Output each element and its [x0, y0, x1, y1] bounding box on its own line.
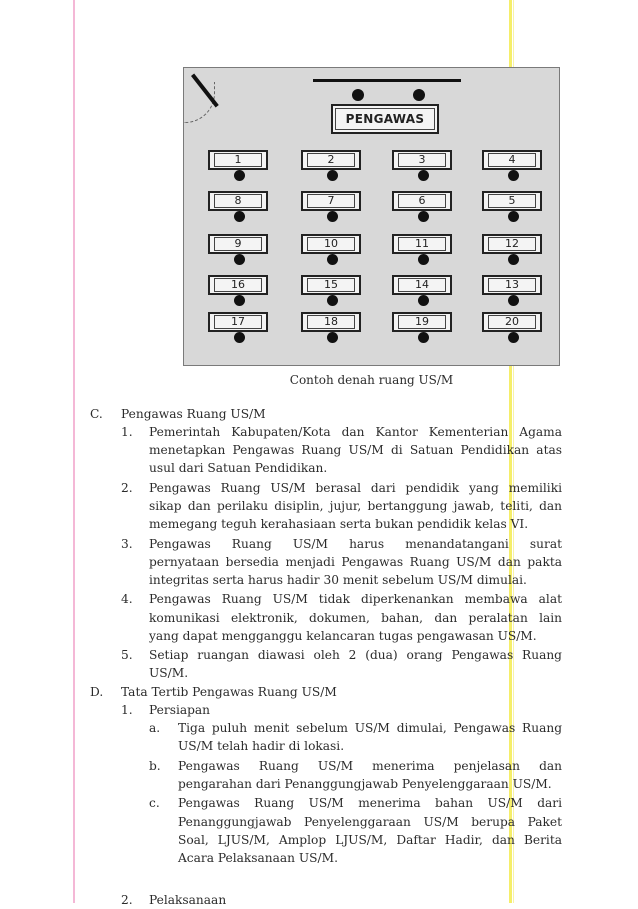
list-item-line: integritas serta harus hadir 30 menit sebelum US/M dimulai.	[149, 572, 527, 587]
desk	[482, 191, 542, 211]
student-seat	[234, 211, 245, 222]
desk-number: 17	[214, 315, 262, 329]
list-item-line: US/M telah hadir di lokasi.	[178, 739, 345, 754]
list-item-number: 4.	[121, 592, 133, 607]
desk-number: 8	[214, 194, 262, 208]
desk-number: 13	[488, 278, 536, 292]
list-item-line: Acara Pelaksanaan US/M.	[178, 850, 338, 865]
student-seat	[508, 254, 519, 265]
desk-number: 14	[398, 278, 446, 292]
section-d-title: Tata Tertib Pengawas Ruang US/M	[121, 685, 337, 699]
student-seat	[508, 332, 519, 343]
list-item-line: Pengawas Ruang US/M menerima bahan US/M dari	[178, 796, 562, 811]
desk	[208, 275, 268, 295]
student-seat	[327, 254, 338, 265]
desk	[482, 234, 542, 254]
desk	[301, 234, 361, 254]
list-item-number: 2.	[121, 480, 133, 495]
desk	[392, 150, 452, 170]
desk-number: 12	[488, 237, 536, 251]
list-item-line: Pengawas Ruang US/M harus menandatangani surat	[149, 536, 562, 551]
student-seat	[508, 295, 519, 306]
desk	[301, 150, 361, 170]
supervisor-seat	[413, 89, 425, 101]
desk-number: 10	[307, 237, 355, 251]
desk	[482, 150, 542, 170]
plan-caption: Contoh denah ruang US/M	[289, 373, 454, 387]
student-seat	[234, 295, 245, 306]
desk-number: 16	[214, 278, 262, 292]
desk-number: 19	[398, 315, 446, 329]
desk	[392, 191, 452, 211]
list-item-line: Pengawas Ruang US/M berasal dari pendidik yang memiliki	[149, 480, 562, 495]
list-item-line: yang dapat mengganggu kelancaran tugas pengawasan US/M.	[149, 628, 537, 643]
student-seat	[234, 332, 245, 343]
list-item-line: Setiap ruangan diawasi oleh 2 (dua) orang Pengawas Ruang	[149, 648, 562, 663]
desk-number: 2	[307, 153, 355, 167]
student-seat	[327, 211, 338, 222]
desk	[392, 234, 452, 254]
desk	[482, 312, 542, 332]
list-item-number: 3.	[121, 536, 133, 551]
section-d-sub2-number: 2.	[121, 893, 133, 907]
desk-number: 7	[307, 194, 355, 208]
desk	[301, 275, 361, 295]
list-item-line: menetapkan Pengawas Ruang US/M di Satuan Pendidikan atas	[149, 443, 562, 458]
list-item-line: Pemerintah Kabupaten/Kota dan Kantor Kementerian Agama	[149, 425, 562, 439]
section-d-sub1-number: 1.	[121, 703, 133, 717]
desk	[208, 312, 268, 332]
desk	[208, 150, 268, 170]
supervisor-seat	[352, 89, 364, 101]
student-seat	[327, 170, 338, 181]
list-item-number: b.	[149, 758, 161, 773]
desk	[392, 312, 452, 332]
margin-line-left	[73, 0, 75, 903]
desk	[301, 191, 361, 211]
student-seat	[418, 295, 429, 306]
student-seat	[508, 211, 519, 222]
desk-number: 15	[307, 278, 355, 292]
desk	[208, 234, 268, 254]
desk	[392, 275, 452, 295]
desk-number: 4	[488, 153, 536, 167]
desk-number: 11	[398, 237, 446, 251]
supervisor-desk	[331, 104, 439, 134]
student-seat	[234, 170, 245, 181]
desk	[482, 275, 542, 295]
list-item-line: usul dari Satuan Pendidikan.	[149, 461, 328, 476]
list-item-line: Pengawas Ruang US/M tidak diperkenankan membawa alat	[149, 592, 562, 607]
section-d-sub2-title: Pelaksanaan	[149, 893, 227, 907]
list-item-number: 1.	[121, 425, 133, 439]
desk	[301, 312, 361, 332]
list-item-line: Soal, LJUS/M, Amplop LJUS/M, Daftar Hadir, dan Berita	[178, 832, 562, 847]
list-item-number: c.	[149, 796, 160, 811]
section-c-title: Pengawas Ruang US/M	[121, 407, 266, 421]
list-item-line: Penanggungjawab Penyelenggaraan US/M berupa Paket	[178, 814, 562, 829]
student-seat	[418, 332, 429, 343]
desk-number: 3	[398, 153, 446, 167]
desk-number: 20	[488, 315, 536, 329]
section-d-sub1-title: Persiapan	[149, 703, 211, 717]
desk-number: 9	[214, 237, 262, 251]
list-item-line: sikap dan perilaku disiplin, jujur, bertanggung jawab, teliti, dan	[149, 498, 562, 513]
list-item-line: komunikasi elektronik, dokumen, bahan, dan peralatan lain	[149, 610, 562, 625]
list-item-line: Tiga puluh menit sebelum US/M dimulai, Pengawas Ruang	[178, 721, 562, 735]
student-seat	[327, 332, 338, 343]
list-item-number: a.	[149, 721, 161, 735]
list-item-number: 5.	[121, 648, 133, 663]
student-seat	[234, 254, 245, 265]
supervisor-desk-label: PENGAWAS	[345, 112, 425, 126]
list-item-line: Pengawas Ruang US/M menerima penjelasan dan	[178, 758, 562, 773]
student-seat	[418, 254, 429, 265]
desk-number: 1	[214, 153, 262, 167]
list-item-line: memegang teguh kerahasiaan serta bukan pendidik kelas VI.	[149, 517, 529, 531]
list-item-line: US/M.	[149, 666, 189, 681]
list-item-line: pernyataan bersedia menjadi Pengawas Ruang US/M dan pakta	[149, 554, 562, 569]
section-d-letter: D.	[90, 685, 104, 699]
desk	[208, 191, 268, 211]
desk-number: 6	[398, 194, 446, 208]
desk-number: 5	[488, 194, 536, 208]
section-c-letter: C.	[90, 407, 103, 421]
blackboard	[313, 79, 461, 82]
student-seat	[327, 295, 338, 306]
desk-number: 18	[307, 315, 355, 329]
student-seat	[418, 170, 429, 181]
student-seat	[418, 211, 429, 222]
list-item-line: pengarahan dari Penanggungjawab Penyelenggaraan US/M.	[178, 776, 552, 791]
student-seat	[508, 170, 519, 181]
